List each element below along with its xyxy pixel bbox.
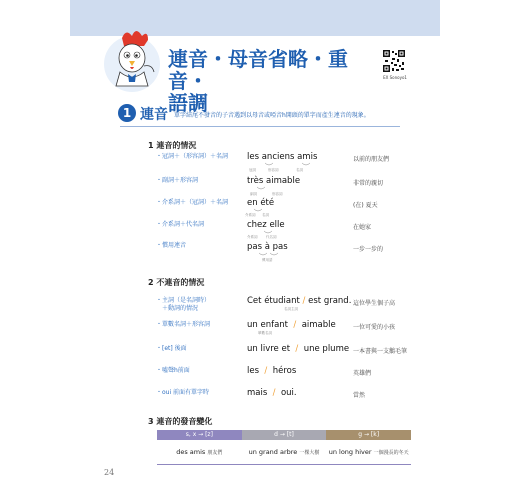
- grammar-tag: 名詞: [296, 168, 303, 172]
- no-liaison-slash: /: [269, 388, 279, 398]
- french-example: chez elle: [247, 220, 285, 230]
- grammar-tag: 名詞主詞: [284, 307, 298, 311]
- rule-label: ・介系詞＋代名詞: [156, 221, 205, 228]
- grammar-tag: 名詞: [262, 213, 269, 217]
- translation: 一本書與一支鵝毛筆: [353, 348, 408, 355]
- french-word: un livre et: [247, 344, 291, 354]
- translation: 一棵大樹: [299, 450, 320, 456]
- grammar-tag: 副詞: [250, 192, 257, 196]
- subsection-liaison-cases-title: 1 連音的情況: [148, 141, 197, 150]
- table-cell: [242, 440, 327, 464]
- rule-label: ・慣用連音: [156, 242, 187, 249]
- french-word: les: [247, 366, 260, 376]
- translation: 一步一步的: [353, 246, 384, 253]
- grammar-tag: 形容詞: [272, 192, 283, 196]
- section-title: 連音: [140, 107, 168, 123]
- table-header-cell: d → [t]: [242, 430, 327, 440]
- french-example: les anciens amis: [247, 152, 318, 162]
- subsection-sound-change-title: 3 連音的發音變化: [148, 417, 213, 426]
- rule-label: ・單數名詞＋形容詞: [156, 321, 211, 328]
- grammar-tag: 形容詞: [268, 168, 279, 172]
- french-example: pas à pas: [247, 242, 288, 252]
- french-example: [247, 344, 349, 354]
- french-example: [247, 366, 296, 376]
- translation: 以前的朋友們: [353, 156, 390, 163]
- french-example: des amis: [176, 448, 206, 456]
- french-example: un long hiver: [328, 448, 372, 456]
- grammar-tag: 冠詞: [249, 168, 256, 172]
- translation: 朋友們: [207, 450, 223, 456]
- table-header-row: [157, 430, 411, 440]
- french-example: très aimable: [247, 176, 301, 186]
- rule-label: ・oui 前面有單字時: [156, 389, 210, 396]
- french-word: héros: [272, 366, 297, 376]
- french-word: est grand.: [308, 296, 352, 306]
- french-word: une plume: [303, 344, 350, 354]
- page-title-line-1: 連音・母音省略・重音・: [168, 47, 348, 93]
- french-example: en été: [247, 198, 275, 208]
- table-cell: [326, 440, 411, 464]
- section-description: 單字結尾不發音的子音遇到以母音或啞音h開頭的單字而產生連音的現象。: [174, 112, 370, 119]
- rule-label: ・介系詞＋（冠詞）＋名詞: [156, 199, 229, 206]
- no-liaison-slash: /: [302, 296, 309, 306]
- page-title-line-2: 語調: [168, 91, 208, 115]
- translation: 在她家: [353, 224, 372, 231]
- subsection-no-liaison-title: 2 不連音的情況: [148, 278, 205, 287]
- page-number: 24: [104, 468, 115, 477]
- french-word: aimable: [301, 320, 336, 330]
- page-title: [168, 48, 373, 114]
- rule-label: ・冠詞＋（形容詞）＋名詞: [156, 153, 229, 160]
- rule-label-line: ＋動詞的情況: [156, 305, 199, 312]
- section-divider: [120, 126, 400, 127]
- rule-label: ・[et] 後面: [156, 345, 187, 352]
- rule-label: ・副詞＋形容詞: [156, 177, 199, 184]
- french-example: [247, 320, 336, 330]
- no-liaison-slash: /: [292, 344, 302, 354]
- translation: 一個漫長的冬天: [373, 450, 409, 456]
- french-word: mais: [247, 388, 268, 398]
- grammar-tag: 介系詞: [245, 213, 256, 217]
- translation: 一位可愛的小孩: [353, 324, 396, 331]
- rule-label: ・噓聲h前面: [156, 367, 190, 374]
- table-header-cell: g → [k]: [326, 430, 411, 440]
- no-liaison-slash: /: [261, 366, 271, 376]
- french-word: un enfant: [247, 320, 289, 330]
- table-header-cell: s, x → [z]: [157, 430, 242, 440]
- translation: 這位學生個子高: [353, 300, 396, 307]
- sound-change-table: [157, 430, 411, 465]
- french-example: [247, 296, 351, 306]
- french-example: [247, 388, 297, 398]
- translation: 當然: [353, 392, 366, 399]
- grammar-tag: 代名詞: [266, 235, 277, 239]
- french-word: oui.: [280, 388, 297, 398]
- no-liaison-slash: /: [290, 320, 299, 330]
- qr-code-label: EX Sonoyo1: [383, 75, 407, 80]
- rooster-mascot-illustration: [100, 26, 164, 96]
- rule-label: [156, 297, 210, 313]
- grammar-tag: 介系詞: [247, 235, 258, 239]
- grammar-tag: 單數名詞: [258, 331, 272, 335]
- table-row: [157, 440, 411, 465]
- translation: (在) 夏天: [353, 202, 378, 209]
- qr-code-icon[interactable]: [383, 50, 405, 72]
- translation: 非常的親切: [353, 180, 384, 187]
- rule-label-line: ・主詞（是名詞時）: [156, 297, 211, 304]
- grammar-tag: 慣用語: [262, 258, 273, 262]
- section-number-badge: 1: [118, 104, 136, 122]
- french-example: un grand arbre: [248, 448, 298, 456]
- table-cell: [157, 440, 242, 464]
- translation: 英雄們: [353, 370, 372, 377]
- french-word: Cet étudiant: [247, 296, 300, 306]
